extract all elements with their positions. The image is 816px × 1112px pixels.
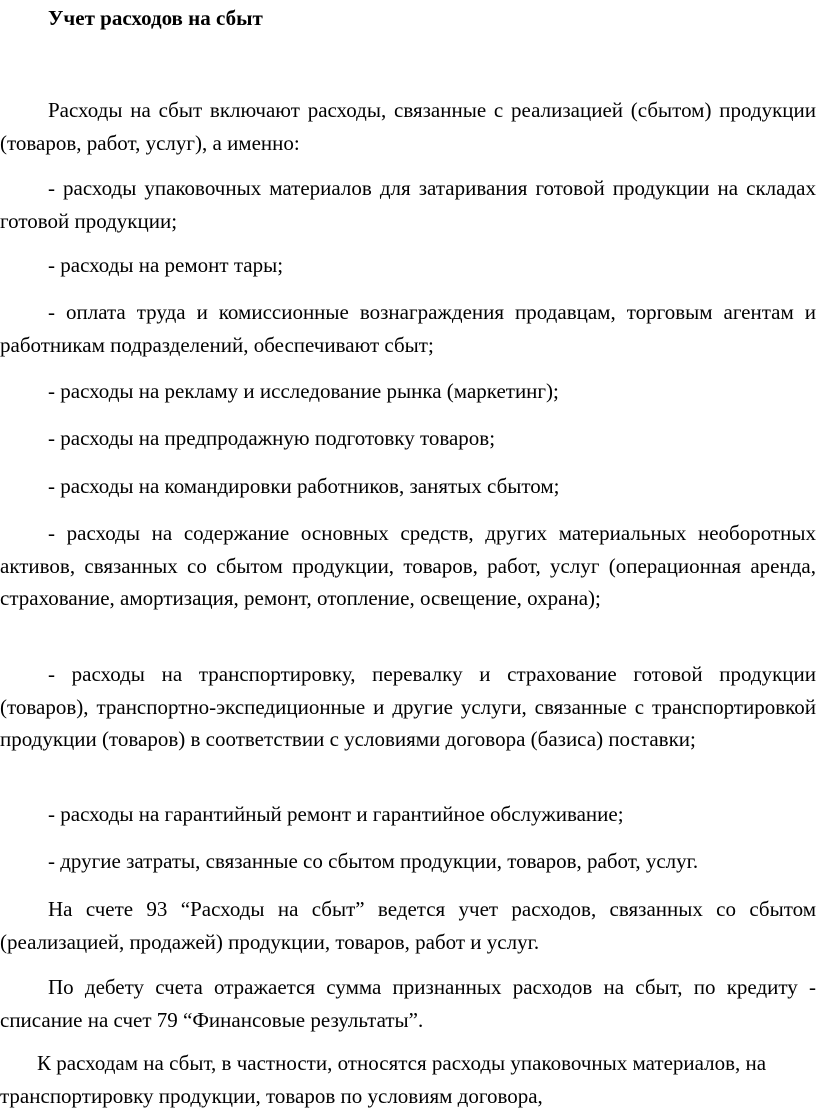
- paragraph-warranty: - расходы на гарантийный ремонт и гарантийное обслуживание;: [48, 802, 624, 826]
- paragraph-advertising: - расходы на рекламу и исследование рынка (маркетинг);: [48, 379, 559, 403]
- paragraph-labor-commission: - оплата труда и комиссионные вознаграждения продавцам, торговым агентам и работникам подразделений, обеспечивают сбыт;: [0, 300, 816, 357]
- paragraph-packaging: - расходы упаковочных материалов для затаривания готовой продукции на складах готовой продукции;: [0, 176, 816, 233]
- paragraph-sales-expenses: К расходам на сбыт, в частности, относятся расходы упаковочных материалов, на транспортировку продукции, товаров по условиям договора,: [0, 1051, 767, 1108]
- document-title: Учет расходов на сбыт: [48, 6, 263, 30]
- paragraph-business-trips: - расходы на командировки работников, занятых сбытом;: [48, 474, 560, 498]
- paragraph-debit-credit: По дебету счета отражается сумма признанных расходов на сбыт, по кредиту - списание на счет 79 “Финансовые результаты”.: [0, 975, 816, 1032]
- paragraph-account-93: На счете 93 “Расходы на сбыт” ведется учет расходов, связанных со сбытом (реализацией, продажей) продукции, товаров, работ и услуг.: [0, 897, 816, 954]
- paragraph-other-costs: - другие затраты, связанные со сбытом продукции, товаров, работ, услуг.: [48, 849, 699, 873]
- paragraph-fixed-assets: - расходы на содержание основных средств, других материальных необоротных активов, связанных со сбытом продукции, товаров, работ, услуг (операционная аренда, страхование, амортизация, ремонт, отопление, освещение, охрана);: [0, 521, 816, 610]
- paragraph-intro: Расходы на сбыт включают расходы, связанные с реализацией (сбытом) продукции (товаров, работ, услуг), а именно:: [0, 98, 816, 155]
- paragraph-container-repair: - расходы на ремонт тары;: [48, 253, 284, 277]
- paragraph-transportation: - расходы на транспортировку, перевалку и страхование готовой продукции (товаров), транспортно-экспедиционные и другие услуги, связанные с транспортировкой продукции (товаров) в соответствии с условиями договора (базиса) поставки;: [0, 662, 816, 751]
- paragraph-presale: - расходы на предпродажную подготовку товаров;: [48, 426, 496, 450]
